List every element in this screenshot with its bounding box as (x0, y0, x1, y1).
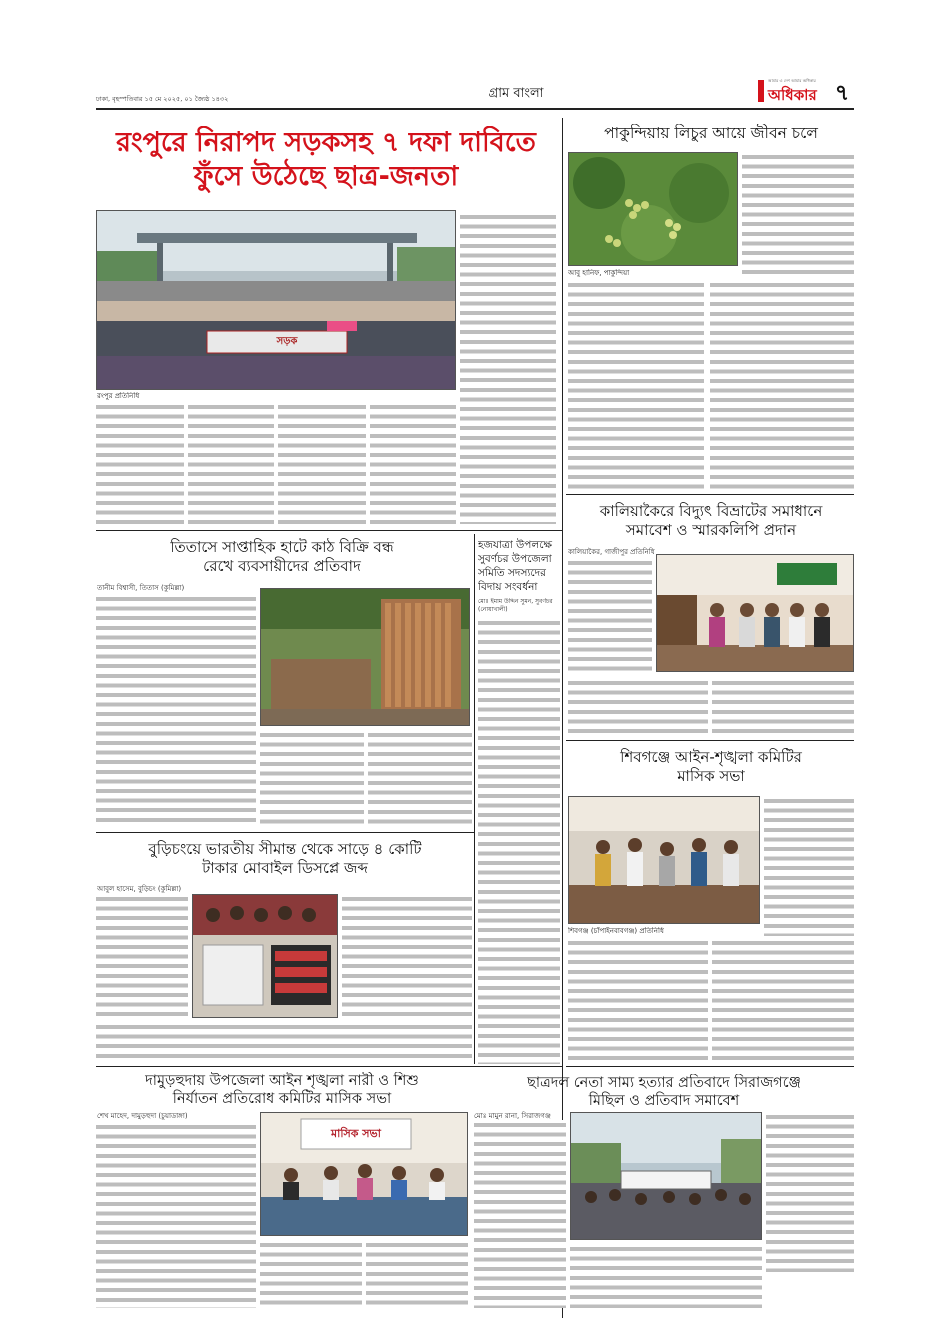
rule-shibganj-bottom (566, 1066, 854, 1067)
shibganj-body-right (764, 796, 854, 936)
meeting-banner-text: মাসিক সভা (331, 1127, 381, 1140)
hajj-headline: হজযাত্রা উপলক্ষে সুবর্ণচর উপজেলা সমিতি সদস্যদের বিদায় সংবর্ধনা (478, 539, 552, 593)
kaliakair-headline (566, 502, 856, 540)
sirajganj-headline (472, 1074, 856, 1110)
sirajganj-headline-line1: ছাত্রদল নেতা সাম্য হত্যার প্রতিবাদে সিরাজগঞ্জে (527, 1075, 801, 1091)
masthead-stripe (758, 80, 764, 102)
titas-headline-line1: তিতাসে সাপ্তাহিক হাটে কাঠ বিক্রি বন্ধ (170, 538, 394, 556)
seized-displays-image (193, 895, 338, 1018)
header-rule (96, 108, 854, 110)
protest-scene-image (97, 211, 456, 390)
burichang-body-left (96, 894, 188, 1018)
rule-v-hajj (474, 534, 475, 1064)
rule-titas-bottom (96, 832, 474, 833)
titas-headline (96, 538, 468, 576)
rangpur-headline-line1: রংপুরে নিরাপদ সড়কসহ ৭ দফা দাবিতে (116, 127, 536, 158)
hajj-byline: মোঃ ইমাম উদ্দিন সুমন, সুবর্ণচর (নোয়াখালী) (478, 598, 553, 613)
shibganj-headline (566, 748, 856, 786)
titas-body-col2 (260, 730, 364, 826)
masthead-logo (768, 78, 824, 104)
pakundia-headline: পাকুন্দিয়ায় লিচুর আয়ে জীবন চলে (604, 124, 818, 142)
pakundia-body-col2 (710, 280, 854, 490)
rangpur-body-col1 (96, 402, 184, 524)
shibganj-headline-line1: শিবগঞ্জে আইন-শৃঙ্খলা কমিটির (620, 748, 802, 766)
rule-pakundia-bottom (566, 494, 854, 495)
meeting-room-image (569, 797, 760, 924)
burichang-body-bottom (96, 1022, 472, 1062)
titas-body-col3 (368, 730, 472, 826)
sirajganj-body-bottom (570, 1244, 762, 1308)
hajj-body (478, 618, 560, 1064)
page-number: ৭ (834, 81, 850, 106)
rule-kaliakair-bottom (566, 740, 854, 741)
pakundia-body-beside-photo (742, 152, 854, 278)
shibganj-photo-caption: শিবগঞ্জ (চাঁপাইনবাবগঞ্জ) প্রতিনিধি (568, 927, 664, 935)
office-meeting-image (657, 555, 854, 672)
dateline: ঢাকা, বৃহস্পতিবার ১৫ মে ২০২৫, ০১ জ্যৈষ্ঠ ১৪৩২ (96, 95, 229, 103)
rangpur-body-col4 (370, 402, 456, 524)
section-title: গ্রাম বাংলা (488, 86, 544, 101)
burichang-headline-line2: টাকার মোবাইল ডিসপ্লে জব্দ (202, 858, 368, 877)
rangpur-body-col-right (460, 212, 556, 524)
burichang-body-right (342, 894, 472, 1018)
rangpur-body-col3 (278, 402, 366, 524)
kaliakair-headline-line2: সমাবেশ ও স্মারকলিপি প্রদান (625, 520, 797, 539)
kaliakair-body-col1 (568, 678, 708, 736)
damurhuda-body-col2 (260, 1240, 362, 1308)
titas-body-left (96, 594, 256, 826)
damurhuda-headline-line2: নির্যাতন প্রতিরোধ কমিটির মাসিক সভা (172, 1091, 392, 1108)
rangpur-headline-line2: ফুঁসে উঠেছে ছাত্র-জনতা (193, 160, 459, 192)
shibganj-body-col2 (712, 938, 854, 1062)
sirajganj-body-left (474, 1120, 566, 1308)
rangpur-body-col2 (188, 402, 274, 524)
pakundia-body-col1 (568, 280, 704, 490)
litchi-tree-image (569, 153, 738, 266)
rule-lead-bottom (96, 530, 562, 531)
damurhuda-headline (96, 1072, 468, 1108)
sirajganj-procession-photo (570, 1112, 762, 1240)
pakundia-litchi-photo (568, 152, 738, 266)
burichang-byline: আবুল হাসেম, বুড়িচং (কুমিল্লা) (97, 885, 182, 893)
shibganj-meeting-photo (568, 796, 760, 924)
pakundia-photo-caption: আবু হানিফ, পাকুন্দিয়া (568, 269, 630, 277)
sirajganj-body-right (766, 1112, 854, 1272)
masthead-small-text: আমার এ দেশ আমার অধিকার (768, 78, 816, 83)
timber-market-image (261, 589, 470, 726)
damurhuda-byline: শেখ মাহেদ, দামুড়হুদা (চুয়াডাঙ্গা) (97, 1112, 188, 1120)
rangpur-photo-caption: রংপুর প্রতিনিধি (97, 392, 140, 400)
kaliakair-byline: কালিয়াকৈর, গাজীপুর প্রতিনিধি (568, 548, 655, 556)
rangpur-headline (96, 126, 556, 194)
damurhuda-headline-line1: দামুড়হুদায় উপজেলা আইন শৃঙ্খলা নারী ও শিশু (145, 1073, 419, 1089)
sirajganj-headline-line2: মিছিল ও প্রতিবাদ সমাবেশ (588, 1093, 740, 1110)
rule-burichang-bottom (96, 1066, 562, 1067)
rangpur-protest-photo (96, 210, 456, 390)
masthead-title: অধিকার (768, 86, 817, 104)
shibganj-body-col1 (568, 938, 708, 1062)
kaliakair-headline-line1: কালিয়াকৈরে বিদ্যুৎ বিভ্রাটের সমাধানে (599, 502, 823, 520)
burichang-headline-line1: বুড়িচংয়ে ভারতীয় সীমান্ত থেকে সাড়ে ৪ কোটি (148, 840, 422, 858)
damurhuda-body-left (96, 1122, 256, 1308)
titas-timber-photo (260, 588, 470, 726)
titas-headline-line2: রেখে ব্যবসায়ীদের প্রতিবাদ (203, 556, 361, 575)
sirajganj-byline: মোঃ মামুন রানা, সিরাজগঞ্জ (474, 1112, 551, 1120)
damurhuda-meeting-photo (260, 1112, 468, 1236)
damurhuda-body-col3 (366, 1240, 468, 1308)
kaliakair-body-beside-photo (568, 558, 652, 674)
burichang-seized-goods-photo (192, 894, 338, 1018)
kaliakair-office-photo (656, 554, 854, 672)
titas-byline: তানীম বিশ্বাসী, তিতাস (কুমিল্লা) (97, 584, 185, 592)
kaliakair-body-col2 (712, 678, 854, 736)
protest-banner-text: সড়ক (276, 336, 298, 347)
shibganj-headline-line2: মাসিক সভা (677, 766, 745, 785)
burichang-headline (96, 840, 474, 878)
page-header (96, 80, 856, 110)
procession-image (571, 1113, 762, 1240)
